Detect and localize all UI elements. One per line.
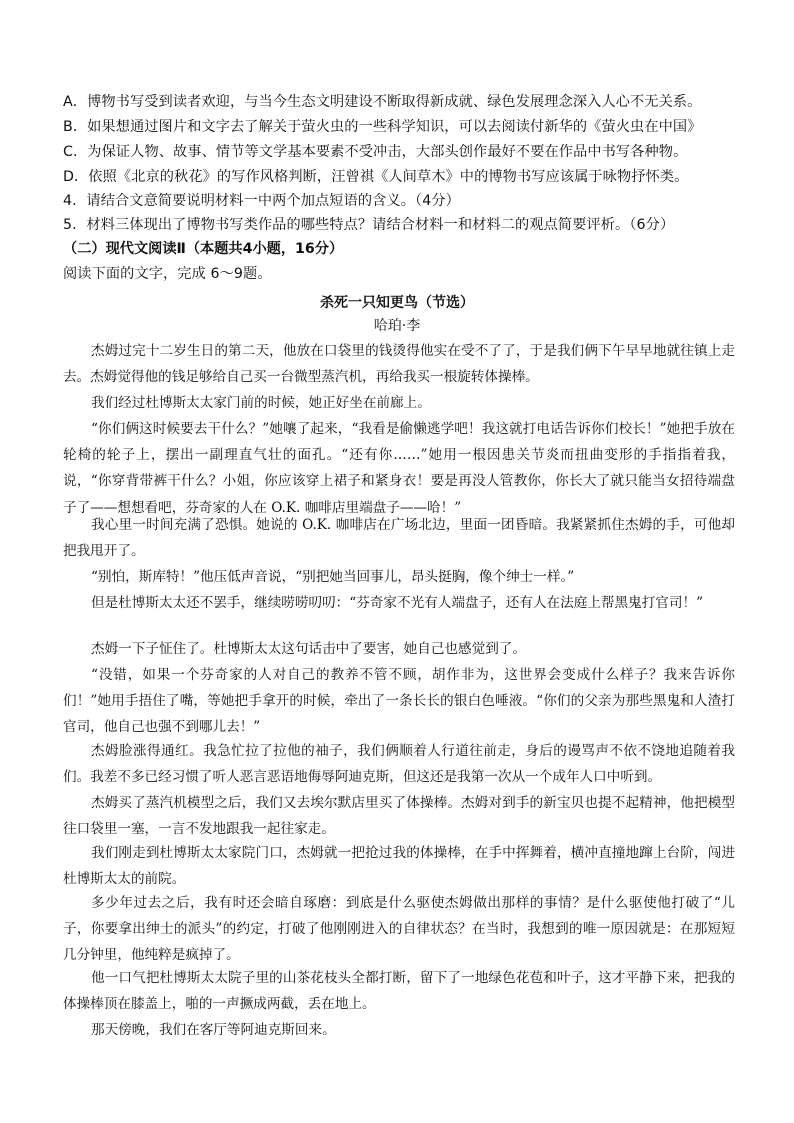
section-instruction: 阅读下面的文字，完成 6～9题。: [63, 266, 272, 282]
option-c: C．为保证人物、故事、情节等文学基本要素不受冲击，大部头创作最好不要在作品中书写各种物。: [63, 144, 688, 160]
paragraph: “你们俩这时候要去干什么？”她嚷了起来，“我看是偷懒逃学吧！我这就打电话告诉你们校长！”她把手放在轮椅的轮子上，摆出一副理直气壮的面孔。“还有你……”她用一根因患关节炎而扭曲变形的手指指着我，说，“你穿背带裤干什么？小姐，你应该穿上裙子和紧身衣！要是再没人管教你，你长大了就只能当女招待端盘子了——想想看吧，芬奇家的人在 O.K. 咖啡店里端盘子——哈！”: [63, 421, 735, 516]
paragraph: 杰姆一下子怔住了。杜博斯太太这句话击中了要害，她自己也感觉到了。: [91, 641, 526, 657]
option-a: A．博物书写受到读者欢迎，与当今生态文明建设不断取得新成就、绿色发展理念深入人心不无关系。: [63, 94, 702, 110]
paragraph: 我心里一时间充满了恐惧。她说的 O.K. 咖啡店在广场北边，里面一团昏暗。我紧紧抓住杰姆的手，可他却把我甩开了。: [63, 517, 735, 560]
paragraph: 我们刚走到杜博斯太太家院门口，杰姆就一把抢过我的体操棒，在手中挥舞着，横冲直撞地蹿上台阶，闯进杜博斯太太的前院。: [63, 845, 735, 888]
section-heading: （二）现代文阅读Ⅱ（本题共4小题，16分）: [63, 241, 344, 257]
paragraph: 我们经过杜博斯太太家门前的时候，她正好坐在前廊上。: [91, 395, 431, 411]
paragraph: 杰姆过完十二岁生日的第二天，他放在口袋里的钱烫得他实在受不了了，于是我们俩下午早早地就往镇上走去。杰姆觉得他的钱足够给自己买一台微型蒸汽机，再给我买一根旋转体操棒。: [63, 343, 735, 386]
paragraph: 杰姆买了蒸汽机模型之后，我们又去埃尔默店里买了体操棒。杰姆对到手的新宝贝也提不起精神，他把模型往口袋里一塞，一言不发地跟我一起往家走。: [63, 795, 735, 838]
paragraph: “别怕，斯库特！”他压低声音说，“别把她当回事儿，昂头挺胸，像个绅士一样。”: [91, 569, 575, 585]
paragraph: 杰姆脸涨得通红。我急忙拉了拉他的袖子，我们俩顺着人行道往前走，身后的谩骂声不依不饶地追随着我们。我差不多已经习惯了听人恶言恶语地侮辱阿迪克斯，但这还是我第一次从一个成年人口中听到。: [63, 743, 735, 786]
option-b: B．如果想通过图片和文字去了解关于萤火虫的一些科学知识，可以去阅读付新华的《萤火虫在中国》: [63, 119, 702, 135]
option-d: D．依照《北京的秋花》的写作风格判断，汪曾祺《人间草木》中的博物书写应该属于咏物抒怀类。: [63, 169, 689, 185]
paragraph: 那天傍晚，我们在客厅等阿迪克斯回来。: [91, 1022, 336, 1038]
question-5: 5．材料三体现出了博物书写类作品的哪些特点？请结合材料一和材料二的观点简要评析。（6分）: [63, 217, 675, 233]
paragraph: “没错，如果一个芬奇家的人对自己的教养不管不顾，胡作非为，这世界会变成什么样子？我来告诉你们！”她用手捂住了嘴，等她把手拿开的时候，牵出了一条长长的银白色唾液。“你们的父亲为那些黑鬼和人渣打官司，他自己也强不到哪儿去！”: [63, 667, 735, 736]
paragraph: 多少年过去之后，我有时还会暗自琢磨：到底是什么驱使杰姆做出那样的事情？是什么驱使他打破了“儿子，你要拿出绅士的派头”的约定，打破了他刚刚进入的自律状态？在当时，我想到的唯一原因就是：在那短短几分钟里，他纯粹是疯掉了。: [63, 895, 735, 964]
article-author: 哈珀·李: [373, 318, 421, 334]
question-4: 4．请结合文意简要说明材料一中两个加点短语的含义。（4分）: [63, 193, 460, 209]
article-title: 杀死一只知更鸟（节选）: [320, 295, 474, 311]
paragraph: 他一口气把杜博斯太太院子里的山茶花枝头全都打断，留下了一地绿色花苞和叶子，这才平静下来，把我的体操棒顶在膝盖上，啪的一声撅成两截，丢在地上。: [63, 970, 735, 1013]
paragraph: 但是杜博斯太太还不罢手，继续唠唠叨叨：“芬奇家不光有人端盘子，还有人在法庭上帮黑鬼打官司！”: [91, 595, 704, 611]
